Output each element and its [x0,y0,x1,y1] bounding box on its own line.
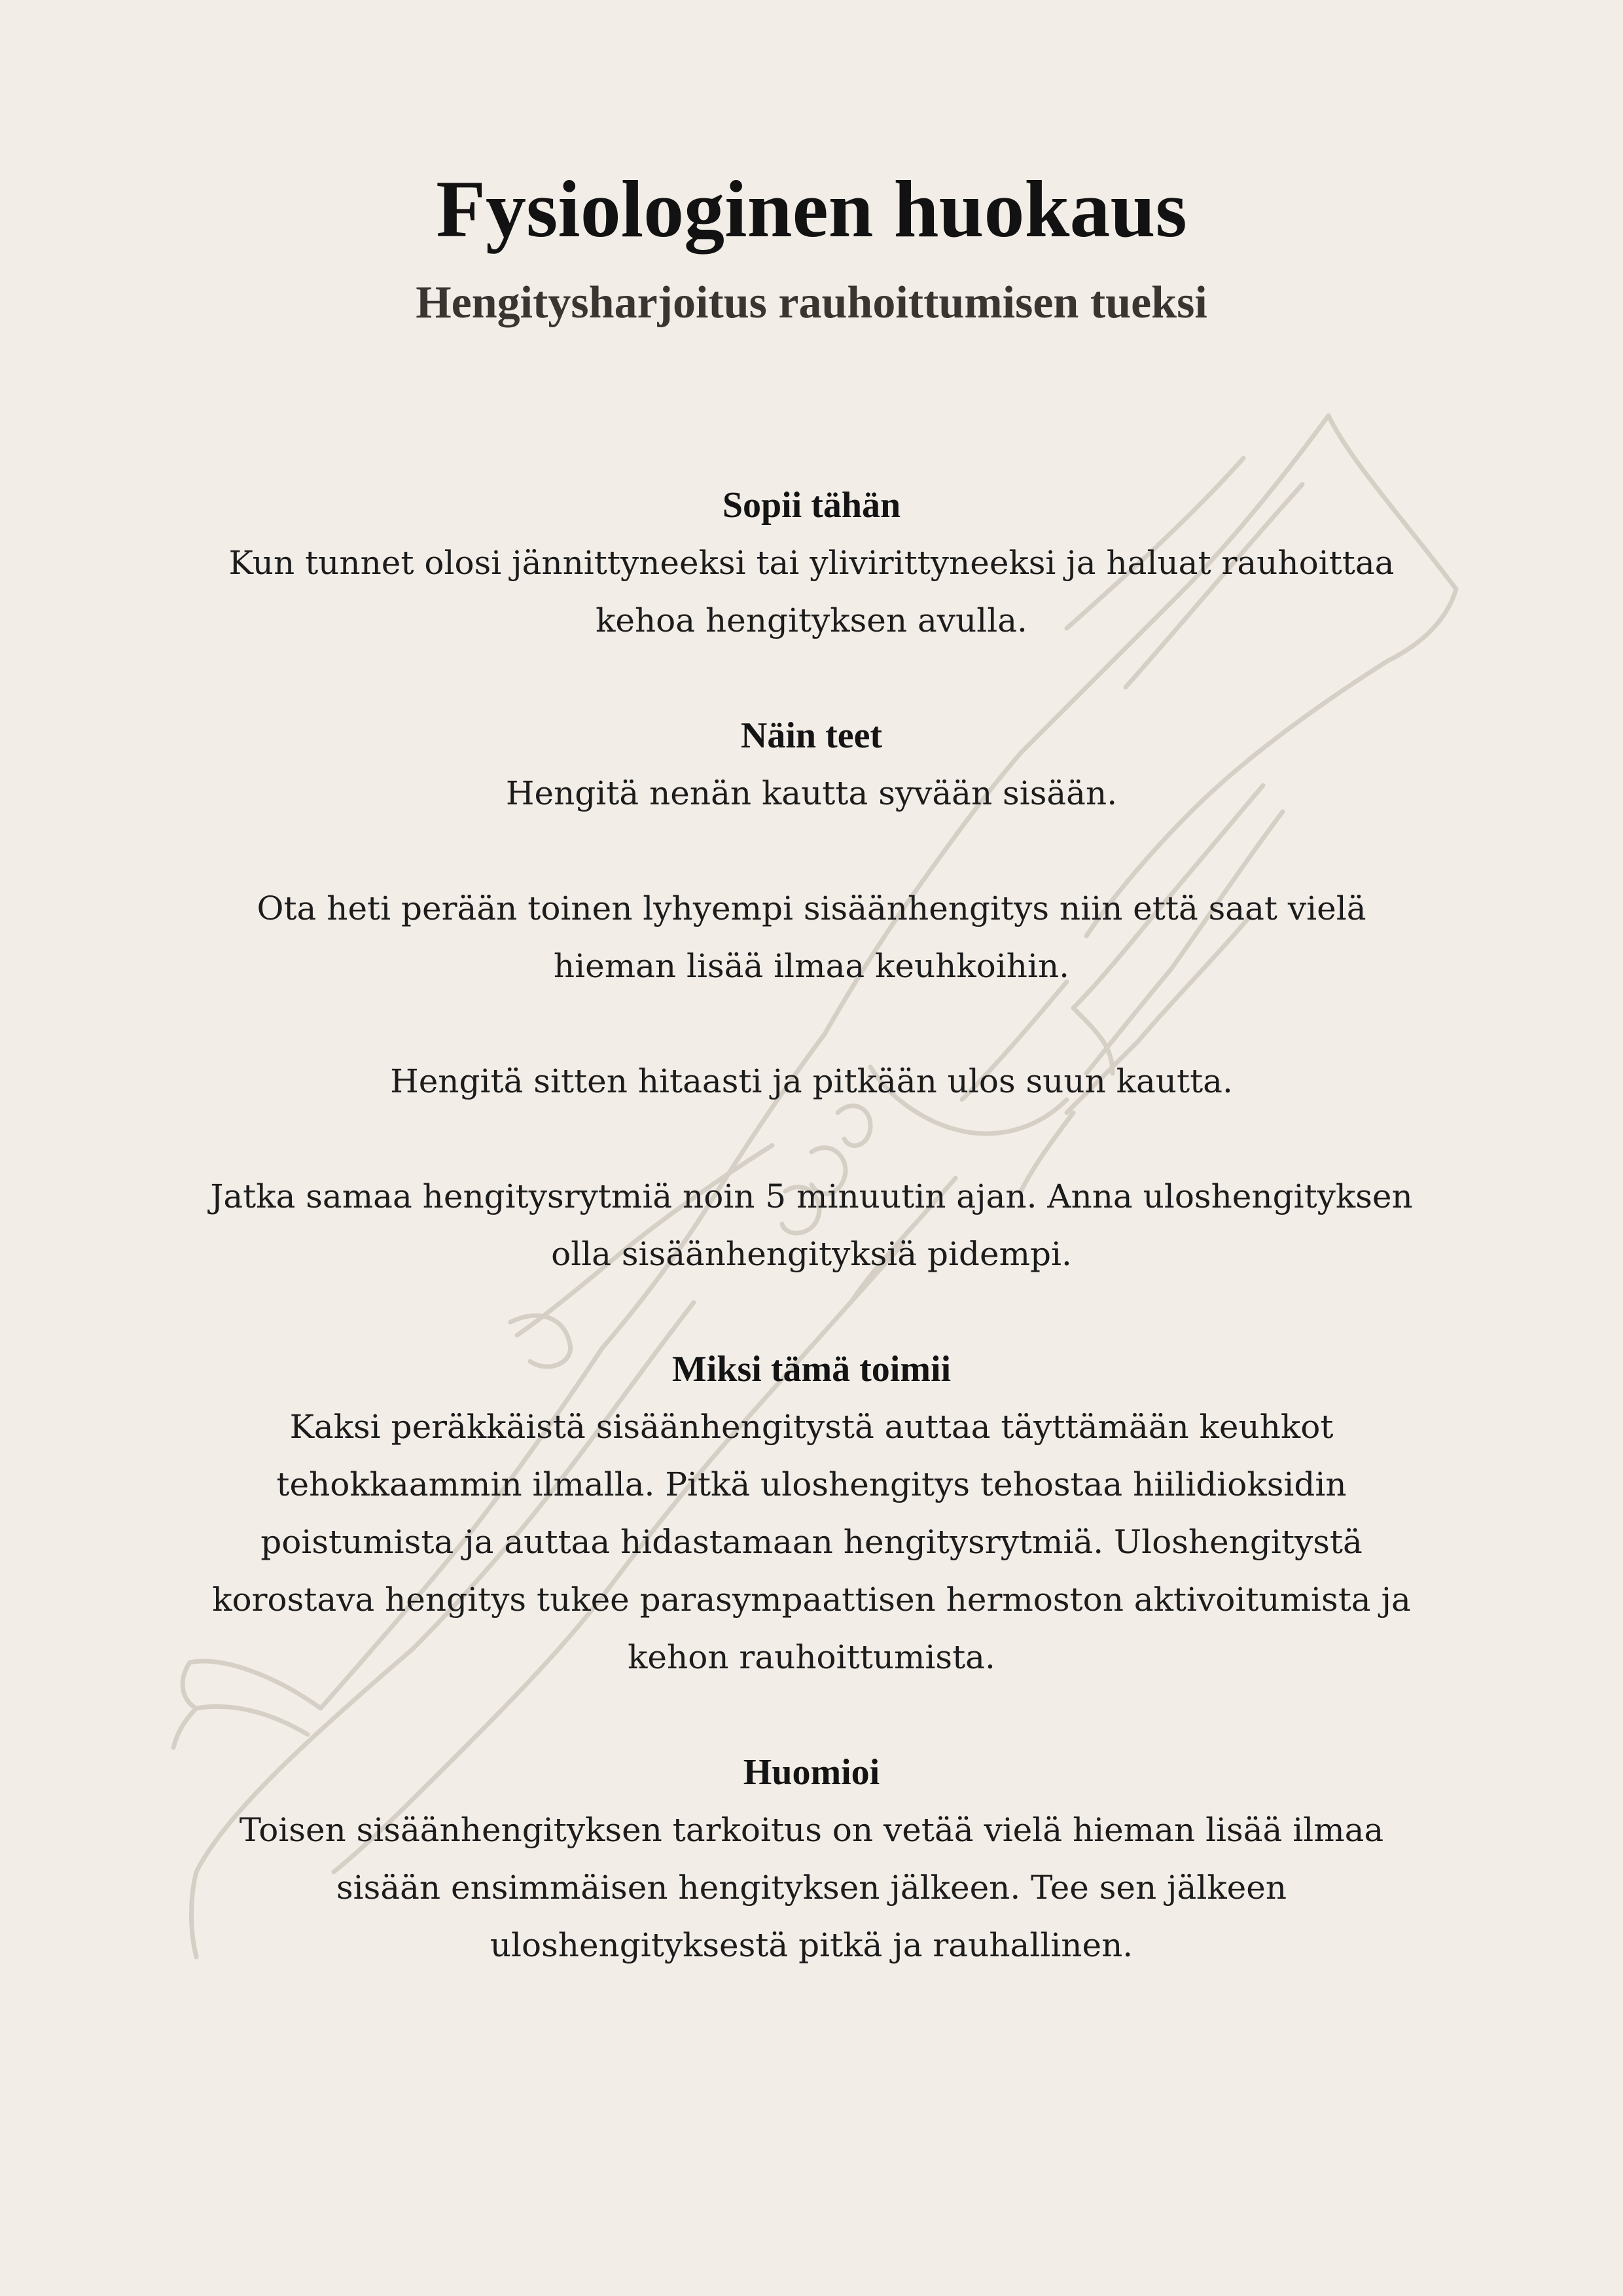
page-subtitle: Hengitysharjoitus rauhoittumisen tueksi [416,278,1207,328]
section-heading: Huomioi [743,1752,880,1793]
spacer [196,1283,1427,1340]
step-paragraph: Jatka samaa hengitysrytmiä noin 5 minuutin ajan. Anna uloshengityksen olla sisäänhengityksiä pidempi. [210,1177,1413,1273]
spacer [196,995,1427,1052]
spacer [196,1110,1427,1168]
section-paragraph: Kaksi peräkkäistä sisäänhengitystä auttaa täyttämään keuhkot tehokkaammin ilmalla. Pitkä uloshengitys tehostaa hiilidioksidin poistumista ja auttaa hidastamaan hengitysrytmiä. Uloshengitystä korostava hengitys tukee parasympaattisen hermoston aktivoitumista ja kehon rauhoittumista. [212,1408,1411,1676]
step-paragraph: Hengitä sitten hitaasti ja pitkään ulos suun kautta. [390,1062,1233,1100]
spacer [196,822,1427,880]
section-heading: Miksi tämä toimii [671,1349,952,1390]
section-how-to [196,707,1427,1283]
page-title: Fysiologinen huokaus [436,164,1187,254]
section-note [196,1744,1427,1974]
section-why-it-works [196,1340,1427,1686]
section-heading: Sopii tähän [722,485,901,526]
section-heading: Näin teet [740,715,883,756]
section-suitable-for [196,476,1427,649]
section-paragraph: Kun tunnet olosi jännittyneeksi tai ylivirittyneeksi ja haluat rauhoittaa kehoa hengityksen avulla. [228,544,1395,639]
step-paragraph: Ota heti perään toinen lyhyempi sisäänhengitys niin että saat vielä hieman lisää ilmaa keuhkoihin. [257,889,1366,985]
section-paragraph: Toisen sisäänhengityksen tarkoitus on vetää vielä hieman lisää ilmaa sisään ensimmäisen hengityksen jälkeen. Tee sen jälkeen uloshengityksestä pitkä ja rauhallinen. [239,1811,1384,1964]
instructions-content [196,476,1427,1974]
spacer [196,649,1427,707]
spacer [196,1686,1427,1744]
step-paragraph: Hengitä nenän kautta syvään sisään. [505,774,1118,812]
